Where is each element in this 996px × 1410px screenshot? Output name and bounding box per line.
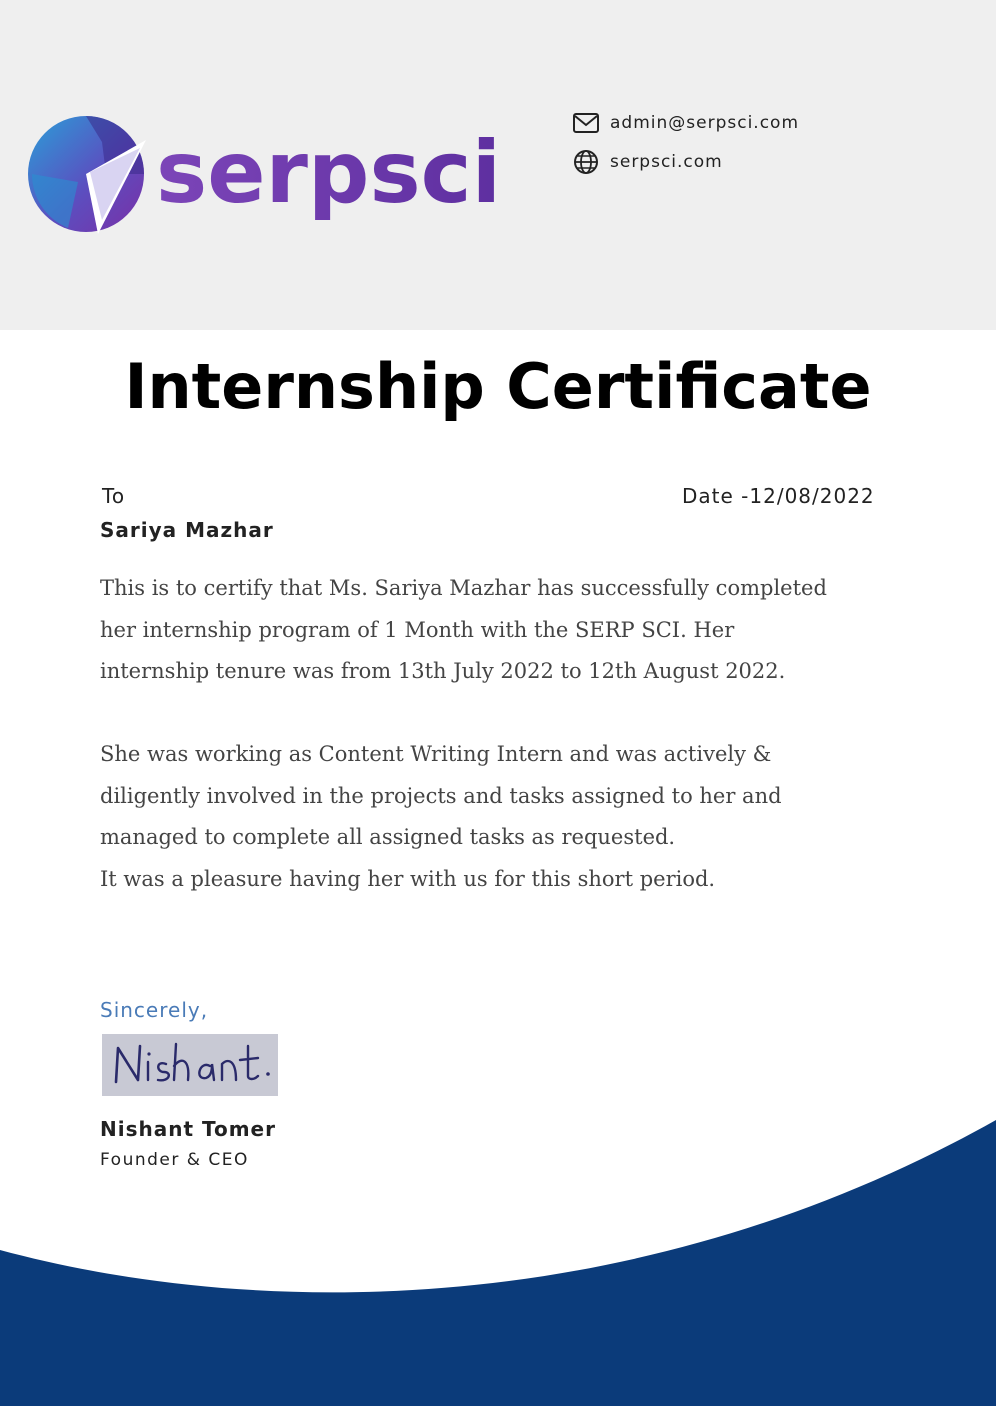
contact-email[interactable] xyxy=(572,110,799,136)
letterhead-header xyxy=(0,0,996,330)
footer-wave xyxy=(0,1110,996,1406)
paragraph-line: internship tenure was from 13th July 2022 to 12th August 2022. xyxy=(100,659,786,683)
closing-salutation: Sincerely, xyxy=(100,998,209,1022)
website-text[interactable]: serpsci.com xyxy=(610,152,723,172)
to-label: To xyxy=(102,484,126,508)
logo-wordmark: serpsci xyxy=(156,123,502,223)
paragraph-line: her internship program of 1 Month with the SERP SCI. Her xyxy=(100,617,735,642)
paragraph-line: She was working as Content Writing Intern and was actively & xyxy=(100,742,772,766)
handwritten-signature xyxy=(102,1034,278,1096)
certification-paragraph xyxy=(100,568,920,693)
contact-website[interactable] xyxy=(572,149,723,175)
serpsci-logo xyxy=(28,112,508,242)
globe-icon xyxy=(572,149,600,175)
signer-role: Founder & CEO xyxy=(100,1150,249,1170)
paragraph-line: It was a pleasure having her with us for this short period. xyxy=(100,866,716,891)
paragraph-line: diligently involved in the projects and tasks assigned to her and xyxy=(100,783,782,808)
certificate-date: Date -12/08/2022 xyxy=(682,484,875,508)
paragraph-line: This is to certify that Ms. Sariya Mazhar has successfully completed xyxy=(100,576,827,600)
email-text[interactable]: admin@serpsci.com xyxy=(610,113,800,133)
paragraph-line: managed to complete all assigned tasks as requested. xyxy=(100,825,676,849)
role-paragraph xyxy=(100,734,920,900)
certificate-title: Internship Certificate xyxy=(124,350,872,423)
mail-icon xyxy=(572,110,600,136)
signer-name: Nishant Tomer xyxy=(100,1117,276,1141)
recipient-name: Sariya Mazhar xyxy=(100,518,274,542)
